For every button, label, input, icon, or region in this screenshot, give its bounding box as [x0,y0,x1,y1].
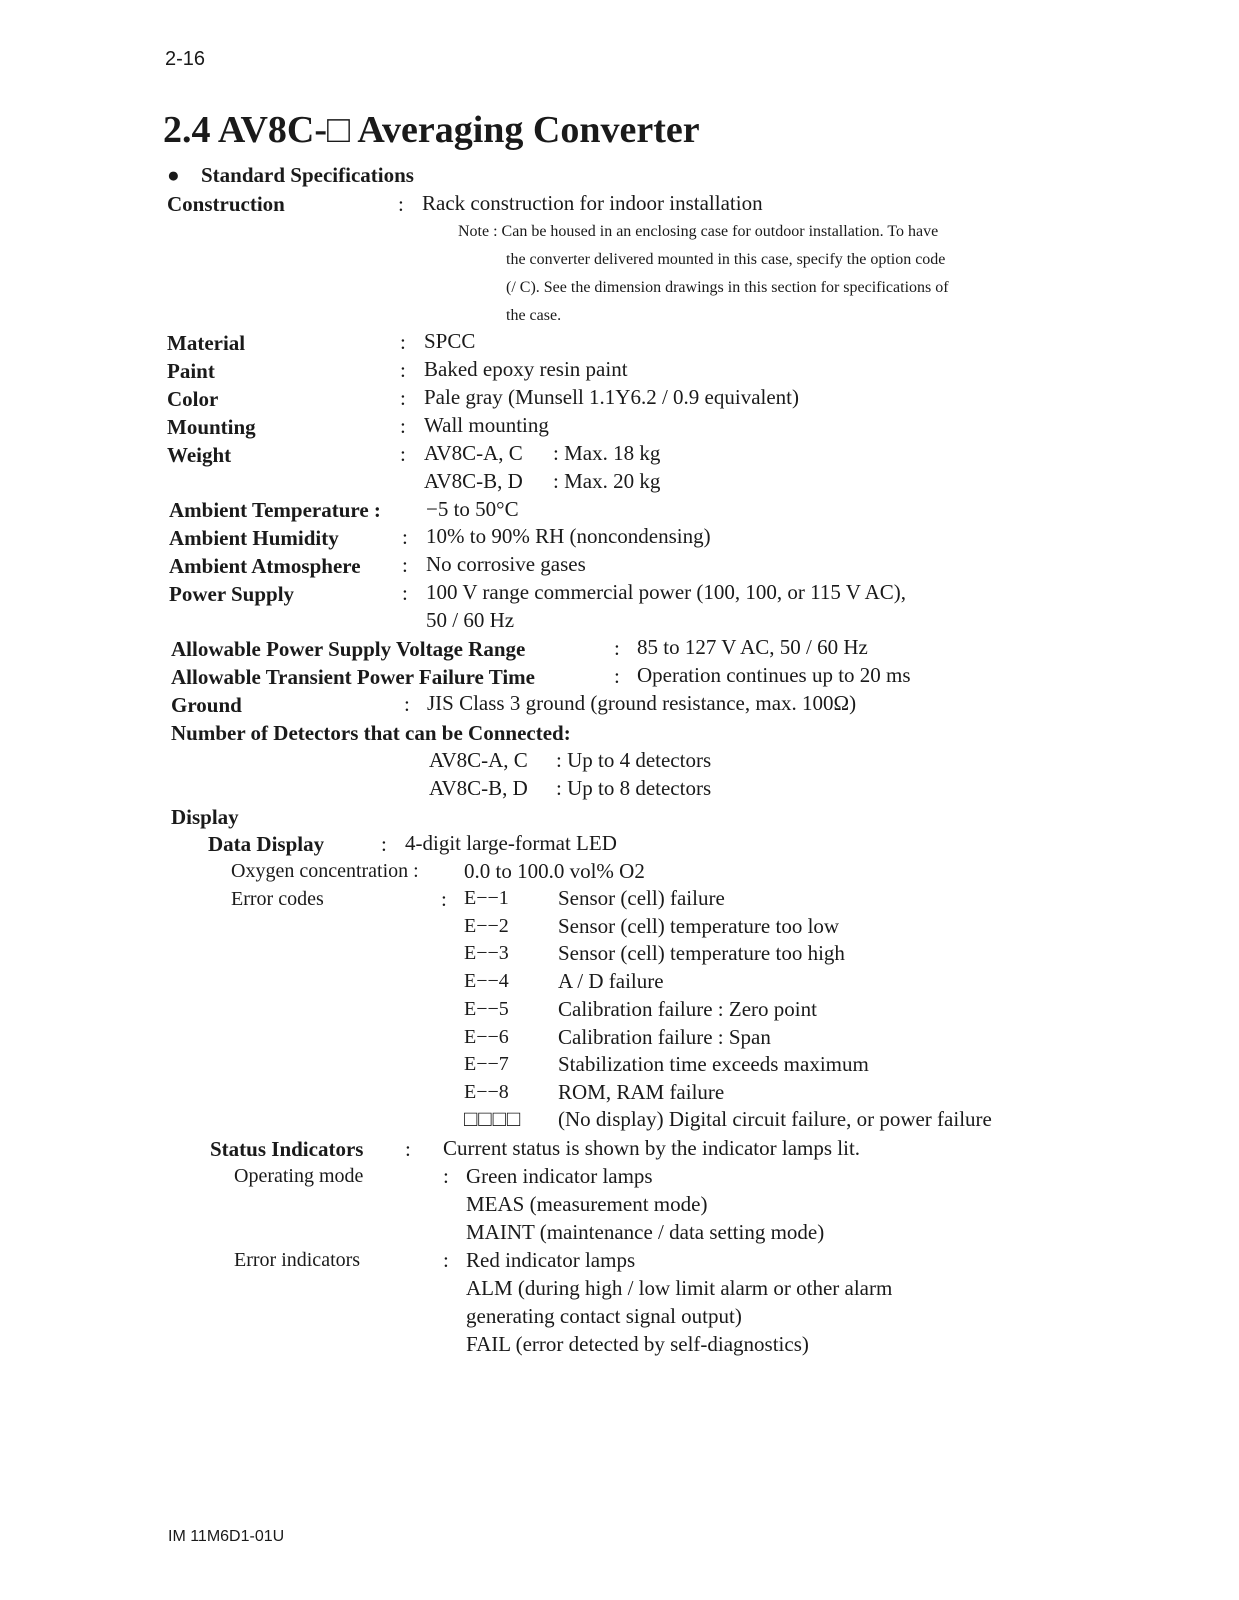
data-display-colon: : [381,832,387,856]
error-indicators-line-1: Red indicator lamps [466,1248,636,1272]
document-number: IM 11M6D1-01U [168,1528,285,1545]
operating-mode-colon: : [443,1164,449,1188]
bullet-icon: ● [167,163,180,187]
ambient-humidity-value: 10% to 90% RH (noncondensing) [426,524,711,548]
material-colon: : [400,330,406,354]
status-indicators-colon: : [405,1137,411,1161]
error-code-4: E−−4 [464,970,509,992]
error-code-8: E−−8 [464,1081,509,1103]
error-codes-colon: : [441,887,447,911]
construction-label: Construction [167,192,285,216]
transient-failure-colon: : [614,664,620,688]
error-desc-4: A / D failure [558,969,664,993]
detectors-model-2: AV8C-B, D [429,776,528,800]
color-label: Color [167,387,219,411]
voltage-range-colon: : [614,636,620,660]
material-label: Material [167,331,246,355]
ambient-humidity-label: Ambient Humidity [169,526,339,550]
data-display-label: Data Display [208,832,325,856]
ground-colon: : [404,692,410,716]
operating-mode-line-2: MEAS (measurement mode) [466,1192,708,1216]
construction-colon: : [398,192,404,216]
error-desc-7: Stabilization time exceeds maximum [558,1052,869,1076]
detectors-model-1: AV8C-A, C [429,748,528,772]
weight-colon: : [400,442,406,466]
transient-failure-value: Operation continues up to 20 ms [637,663,911,687]
mounting-value: Wall mounting [424,413,549,437]
error-desc-5: Calibration failure : Zero point [558,997,817,1021]
construction-value: Rack construction for indoor installation [422,191,763,215]
ground-value: JIS Class 3 ground (ground resistance, max. 100Ω) [427,691,857,715]
error-code-7: E−−7 [464,1053,509,1075]
error-code-2: E−−2 [464,915,509,937]
ambient-temperature-label: Ambient Temperature : [169,498,381,522]
ambient-humidity-colon: : [402,525,408,549]
error-desc-2: Sensor (cell) temperature too low [558,914,840,938]
oxygen-label: Oxygen concentration : [231,860,419,882]
mounting-label: Mounting [167,415,256,439]
mounting-colon: : [400,414,406,438]
status-indicators-value: Current status is shown by the indicator lamps lit. [443,1136,861,1160]
voltage-range-label: Allowable Power Supply Voltage Range [171,637,526,661]
paint-value: Baked epoxy resin paint [424,357,628,381]
detectors-label: Number of Detectors that can be Connected: [171,721,571,745]
error-desc-8: ROM, RAM failure [558,1080,725,1104]
material-value: SPCC [424,329,476,353]
oxygen-value: 0.0 to 100.0 vol% O2 [464,859,645,883]
page-number: 2-16 [165,48,206,70]
power-supply-colon: : [402,581,408,605]
section-heading-text: Standard Specifications [201,163,414,187]
page-title: 2.4 AV8C-□ Averaging Converter [163,109,700,151]
detectors-value-1: : Up to 4 detectors [556,748,712,772]
ambient-temperature-value: −5 to 50°C [426,497,519,521]
construction-note-line-4: the case. [506,307,562,324]
error-code-6: E−−6 [464,1026,509,1048]
error-indicators-label: Error indicators [234,1249,361,1271]
power-supply-value: 100 V range commercial power (100, 100, or 115 V AC), [426,580,907,604]
error-desc-6: Calibration failure : Span [558,1025,771,1049]
error-indicators-line-3: generating contact signal output) [466,1304,742,1328]
display-label: Display [171,805,239,829]
weight-value-1: : Max. 18 kg [553,441,661,465]
paint-colon: : [400,358,406,382]
power-supply-value-2: 50 / 60 Hz [426,608,515,632]
error-code-5: E−−5 [464,998,509,1020]
section-heading [167,163,414,188]
ambient-atmosphere-label: Ambient Atmosphere [169,554,361,578]
weight-label: Weight [167,443,232,467]
voltage-range-value: 85 to 127 V AC, 50 / 60 Hz [637,635,868,659]
error-desc-1: Sensor (cell) failure [558,886,725,910]
weight-value-2: : Max. 20 kg [553,469,661,493]
error-desc-3: Sensor (cell) temperature too high [558,941,845,965]
operating-mode-label: Operating mode [234,1165,364,1187]
error-indicators-line-2: ALM (during high / low limit alarm or other alarm [466,1276,893,1300]
transient-failure-label: Allowable Transient Power Failure Time [171,665,535,689]
error-indicators-line-4: FAIL (error detected by self-diagnostics) [466,1332,809,1356]
color-colon: : [400,386,406,410]
construction-note-line-3: (/ C). See the dimension drawings in this section for specifications of [506,279,949,296]
blank-display-code: □□□□ [464,1106,522,1131]
error-code-3: E−−3 [464,942,509,964]
ground-label: Ground [171,693,242,717]
power-supply-label: Power Supply [169,582,295,606]
blank-display-desc: (No display) Digital circuit failure, or power failure [558,1107,992,1131]
construction-note-line-1: Note : Can be housed in an enclosing case for outdoor installation. To have [458,223,939,240]
error-indicators-colon: : [443,1248,449,1272]
ambient-atmosphere-colon: : [402,553,408,577]
construction-note-line-2: the converter delivered mounted in this case, specify the option code [506,251,946,268]
detectors-value-2: : Up to 8 detectors [556,776,712,800]
operating-mode-line-3: MAINT (maintenance / data setting mode) [466,1220,825,1244]
operating-mode-line-1: Green indicator lamps [466,1164,653,1188]
data-display-value: 4-digit large-format LED [405,831,617,855]
error-code-1: E−−1 [464,887,509,909]
weight-model-1: AV8C-A, C [424,441,523,465]
error-codes-label: Error codes [231,888,324,910]
paint-label: Paint [167,359,215,383]
ambient-atmosphere-value: No corrosive gases [426,552,586,576]
color-value: Pale gray (Munsell 1.1Y6.2 / 0.9 equivalent) [424,385,800,409]
weight-model-2: AV8C-B, D [424,469,523,493]
status-indicators-label: Status Indicators [210,1137,364,1161]
